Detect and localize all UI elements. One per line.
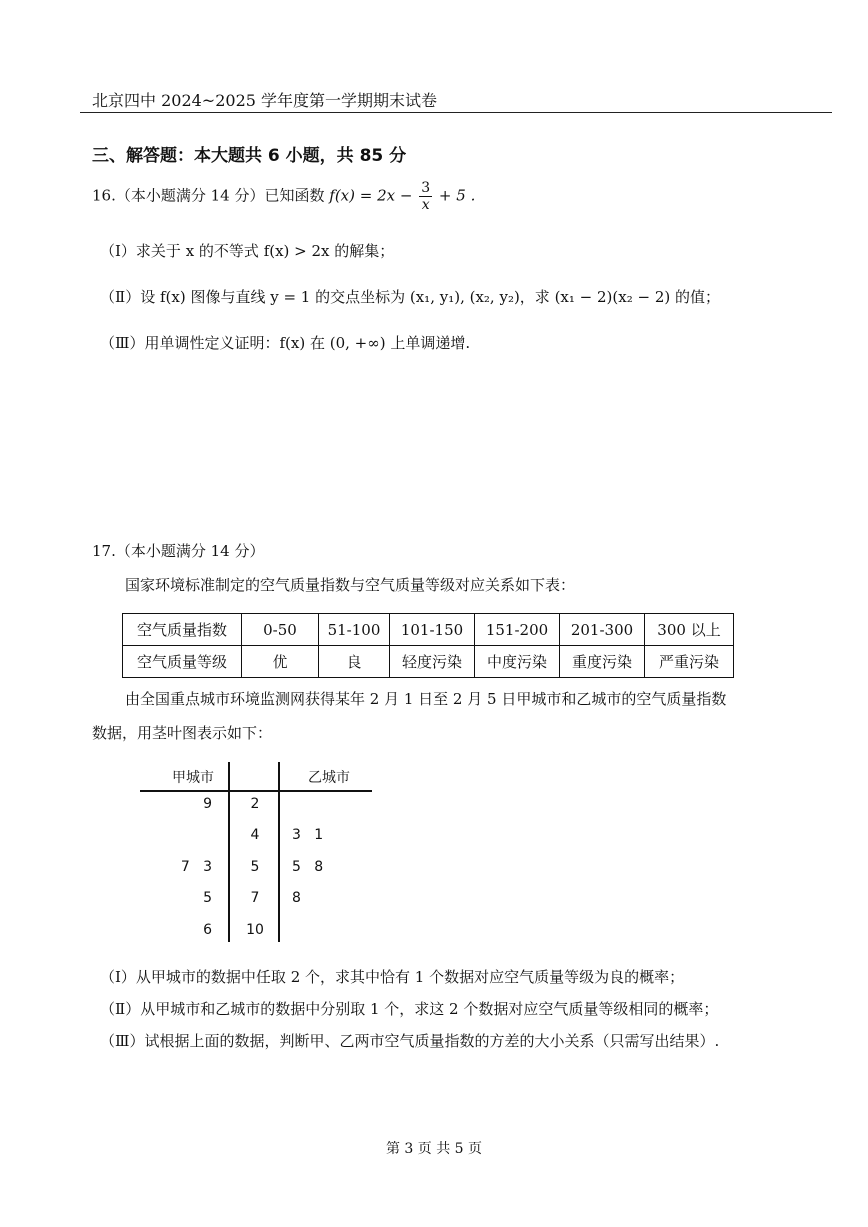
aqi-level-row <box>123 646 734 678</box>
q17-part3: （Ⅲ）试根据上面的数据，判断甲、乙两市空气质量指数的方差的大小关系（只需写出结果）. <box>100 1032 720 1050</box>
stem-leaf-left-label: 甲城市 <box>172 770 214 786</box>
table-cell: 空气质量指数 <box>123 614 242 646</box>
stem-leaf-left-leaves: 7 3 <box>180 859 212 875</box>
q16-prefix: 16.（本小题满分 14 分）已知函数 <box>92 186 325 205</box>
q16-part1: （Ⅰ）求关于 x 的不等式 f(x) > 2x 的解集； <box>100 242 395 260</box>
q16-frac-denominator: x <box>421 197 430 213</box>
q16-part3: （Ⅲ）用单调性定义证明：f(x) 在 (0, +∞) 上单调递增. <box>100 334 471 352</box>
aqi-index-row <box>123 614 734 646</box>
table-cell: 严重污染 <box>645 646 734 678</box>
page-number: 第 3 页 共 5 页 <box>385 1141 483 1157</box>
table-cell: 201-300 <box>560 614 645 646</box>
aqi-table <box>122 613 734 678</box>
q17-desc-line2: 数据，用茎叶图表示如下： <box>92 724 273 742</box>
q17-part1: （Ⅰ）从甲城市的数据中任取 2 个，求其中恰有 1 个数据对应空气质量等级为良的概率； <box>100 968 685 986</box>
table-cell: 151-200 <box>475 614 560 646</box>
exam-header-title: 北京四中 2024~2025 学年度第一学期期末试卷 <box>92 91 438 110</box>
stem-leaf-stem: 7 <box>250 890 260 906</box>
table-cell: 中度污染 <box>475 646 560 678</box>
stem-leaf-stem: 10 <box>246 922 264 938</box>
q16-frac-numerator: 3 <box>421 180 431 196</box>
q17-part2: （Ⅱ）从甲城市和乙城市的数据中分别取 1 个，求这 2 个数据对应空气质量等级相同的概率； <box>100 1000 719 1018</box>
q17-desc-line1: 由全国重点城市环境监测网获得某年 2 月 1 日至 2 月 5 日甲城市和乙城市的空气质量指数 <box>125 690 727 708</box>
stem-leaf-header-divider <box>140 790 372 792</box>
table-cell: 0-50 <box>242 614 319 646</box>
section-heading: 三、解答题：本大题共 6 小题，共 85 分 <box>92 146 407 166</box>
table-cell: 优 <box>242 646 319 678</box>
table-cell: 重度污染 <box>560 646 645 678</box>
stem-leaf-right-leaves: 5 8 <box>292 859 324 875</box>
table-cell: 51-100 <box>319 614 390 646</box>
q16-func-rhs: + 5 . <box>438 186 476 205</box>
stem-leaf-right-leaves: 8 <box>292 890 301 906</box>
stem-leaf-left-leaves: 9 <box>203 796 212 812</box>
stem-leaf-right-divider <box>278 762 280 942</box>
table-cell: 轻度污染 <box>390 646 475 678</box>
q16-fraction <box>419 180 432 213</box>
q16-stem <box>92 180 475 213</box>
stem-leaf-right-leaves: 3 1 <box>292 827 324 843</box>
table-cell: 300 以上 <box>645 614 734 646</box>
stem-leaf-stem: 2 <box>250 796 260 812</box>
table-cell: 良 <box>319 646 390 678</box>
stem-leaf-stem: 4 <box>250 827 260 843</box>
q16-part2: （Ⅱ）设 f(x) 图像与直线 y = 1 的交点坐标为 (x₁, y₁), (x₂, y₂)，求 (x₁ − 2)(x₂ − 2) 的值； <box>100 288 720 306</box>
stem-leaf-left-divider <box>228 762 230 942</box>
q16-func-lhs: f(x) = 2x − <box>329 186 413 205</box>
stem-leaf-left-leaves: 5 <box>203 890 212 906</box>
header-divider <box>80 112 832 113</box>
q17-intro: 国家环境标准制定的空气质量指数与空气质量等级对应关系如下表： <box>125 576 576 594</box>
stem-leaf-left-leaves: 6 <box>203 922 212 938</box>
stem-leaf-right-label: 乙城市 <box>308 770 350 786</box>
table-cell: 空气质量等级 <box>123 646 242 678</box>
stem-leaf-stem: 5 <box>250 859 260 875</box>
q17-title: 17.（本小题满分 14 分） <box>92 542 265 560</box>
table-cell: 101-150 <box>390 614 475 646</box>
